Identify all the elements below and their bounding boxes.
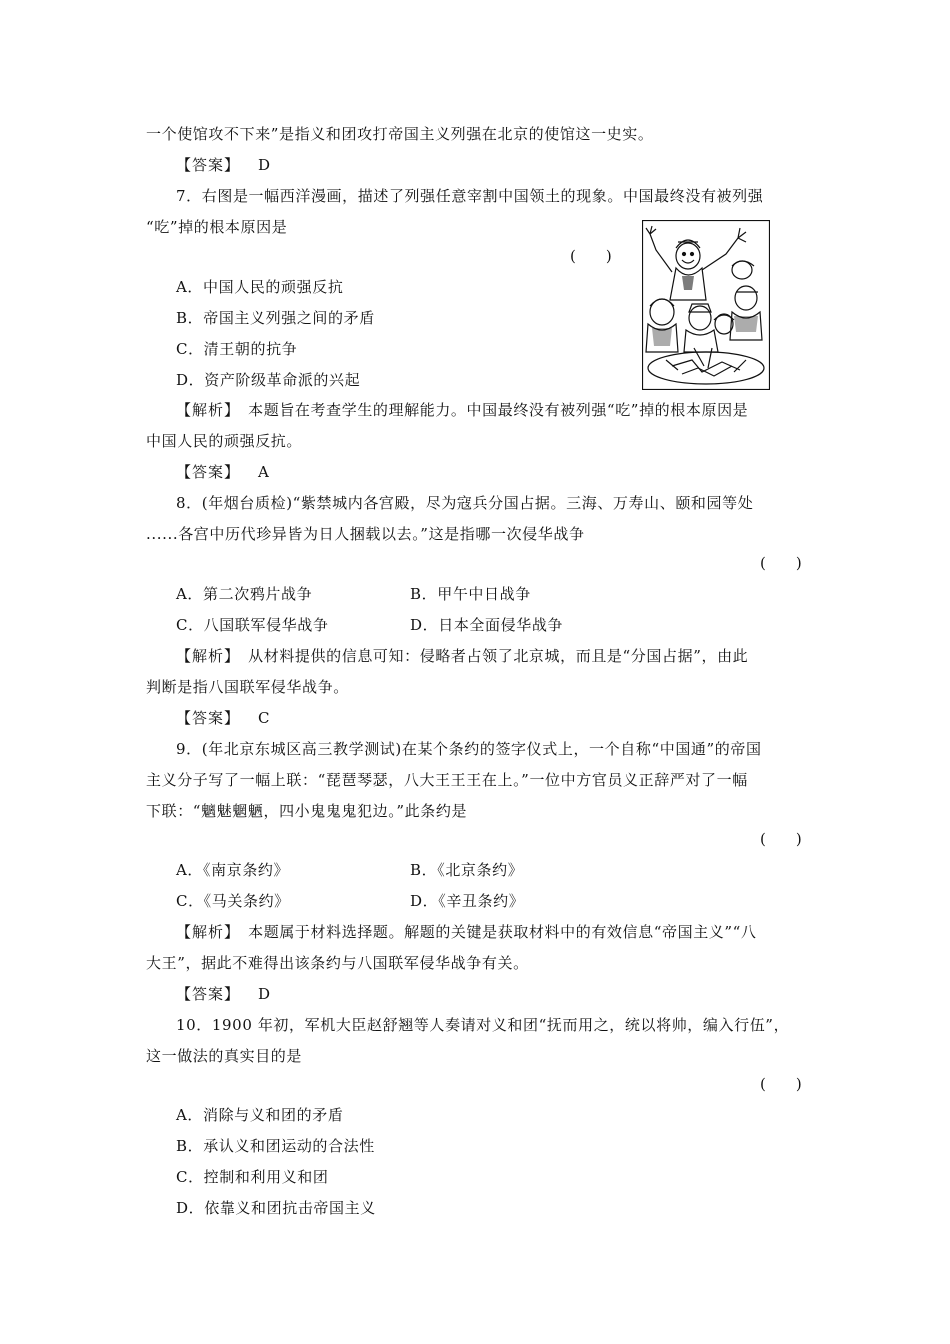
q8-option-c: C．八国联军侵华战争 [176, 616, 329, 634]
explanation-text: 本题旨在考查学生的理解能力。中国最终没有被列强“吃”掉的根本原因是 [248, 401, 749, 419]
q7-option-c: C．清王朝的抗争 [176, 340, 298, 358]
q8-stem-line2: ......各宫中历代珍异皆为日人捆载以去。”这是指哪一次侵华战争 [146, 525, 585, 543]
explanation-text: 从材料提供的信息可知：侵略者占领了北京城，而且是“分国占据”，由此 [248, 647, 749, 665]
answer-label: 【答案】 [176, 463, 241, 481]
western-cartoon-image [642, 220, 770, 390]
q8-option-b: B．甲午中日战争 [410, 585, 531, 603]
answer-9 [176, 984, 271, 1004]
q10-stem-line1: 10．1900 年初，军机大臣赵舒翘等人奏请对义和团“抚而用之，统以将帅，编入行伍”， [176, 1016, 790, 1034]
q10-option-c: C．控制和利用义和团 [176, 1168, 329, 1186]
q9-option-a: A．《南京条约》 [176, 861, 290, 879]
explanation-text: 本题属于材料选择题。解题的关键是获取材料中的有效信息“帝国主义”“八 [248, 923, 757, 941]
q8-explanation [176, 646, 748, 666]
explanation-label: 【解析】 [176, 401, 233, 419]
q10-answer-blank: ( ) [760, 1075, 802, 1093]
q9-stem-line1: 9．(年北京东城区高三教学测试)在某个条约的签字仪式上，一个自称“中国通”的帝国 [176, 740, 762, 758]
q9-option-d: D．《辛丑条约》 [410, 892, 525, 910]
q7-stem-line2: “吃”掉的根本原因是 [146, 218, 288, 236]
q9-stem-line2: 主义分子写了一幅上联：“琵琶琴瑟，八大王王王在上。”一位中方官员义正辞严对了一幅 [146, 771, 748, 789]
explanation-label: 【解析】 [176, 647, 233, 665]
q7-option-b: B．帝国主义列强之间的矛盾 [176, 309, 375, 327]
q7-explanation-line2: 中国人民的顽强反抗。 [146, 432, 303, 450]
q7-explanation [176, 400, 748, 420]
explanation-label: 【解析】 [176, 923, 233, 941]
q8-option-a: A．第二次鸦片战争 [176, 585, 313, 603]
q7-option-d: D．资产阶级革命派的兴起 [176, 371, 361, 389]
answer-label: 【答案】 [176, 156, 241, 174]
q8-stem-line1: 8．(年烟台质检)“紫禁城内各宫殿，尽为寇兵分国占据。三海、万寿山、颐和园等处 [176, 494, 754, 512]
q7-answer-blank: ( ) [570, 247, 612, 265]
intro-line: 一个使馆攻不下来”是指义和团攻打帝国主义列强在北京的使馆这一史实。 [146, 125, 654, 143]
q10-option-b: B．承认义和团运动的合法性 [176, 1137, 375, 1155]
q8-answer-blank: ( ) [760, 554, 802, 572]
q10-option-d: D．依靠义和团抗击帝国主义 [176, 1199, 376, 1217]
q7-stem-line1: 7．右图是一幅西洋漫画，描述了列强任意宰割中国领土的现象。中国最终没有被列强 [176, 187, 764, 205]
q9-explanation [176, 922, 757, 942]
q7-option-a: A．中国人民的顽强反抗 [176, 278, 344, 296]
q9-explanation-line2: 大王”，据此不难得出该条约与八国联军侵华战争有关。 [146, 954, 529, 972]
answer-label: 【答案】 [176, 709, 241, 727]
q9-answer-blank: ( ) [760, 830, 802, 848]
q9-stem-line3: 下联：“魑魅魍魉，四小鬼鬼鬼犯边。”此条约是 [146, 802, 468, 820]
answer-6 [176, 155, 271, 175]
q10-stem-line2: 这一做法的真实目的是 [146, 1047, 303, 1065]
answer-value: D [258, 985, 271, 1003]
q9-option-b: B．《北京条约》 [410, 861, 524, 879]
answer-label: 【答案】 [176, 985, 241, 1003]
answer-7 [176, 462, 269, 482]
q8-explanation-line2: 判断是指八国联军侵华战争。 [146, 678, 349, 696]
answer-8 [176, 708, 270, 728]
q9-option-c: C．《马关条约》 [176, 892, 290, 910]
answer-value: D [258, 156, 271, 174]
answer-value: C [258, 709, 271, 727]
answer-value: A [258, 463, 270, 481]
q8-option-d: D．日本全面侵华战争 [410, 616, 564, 634]
q10-option-a: A．消除与义和团的矛盾 [176, 1106, 344, 1124]
